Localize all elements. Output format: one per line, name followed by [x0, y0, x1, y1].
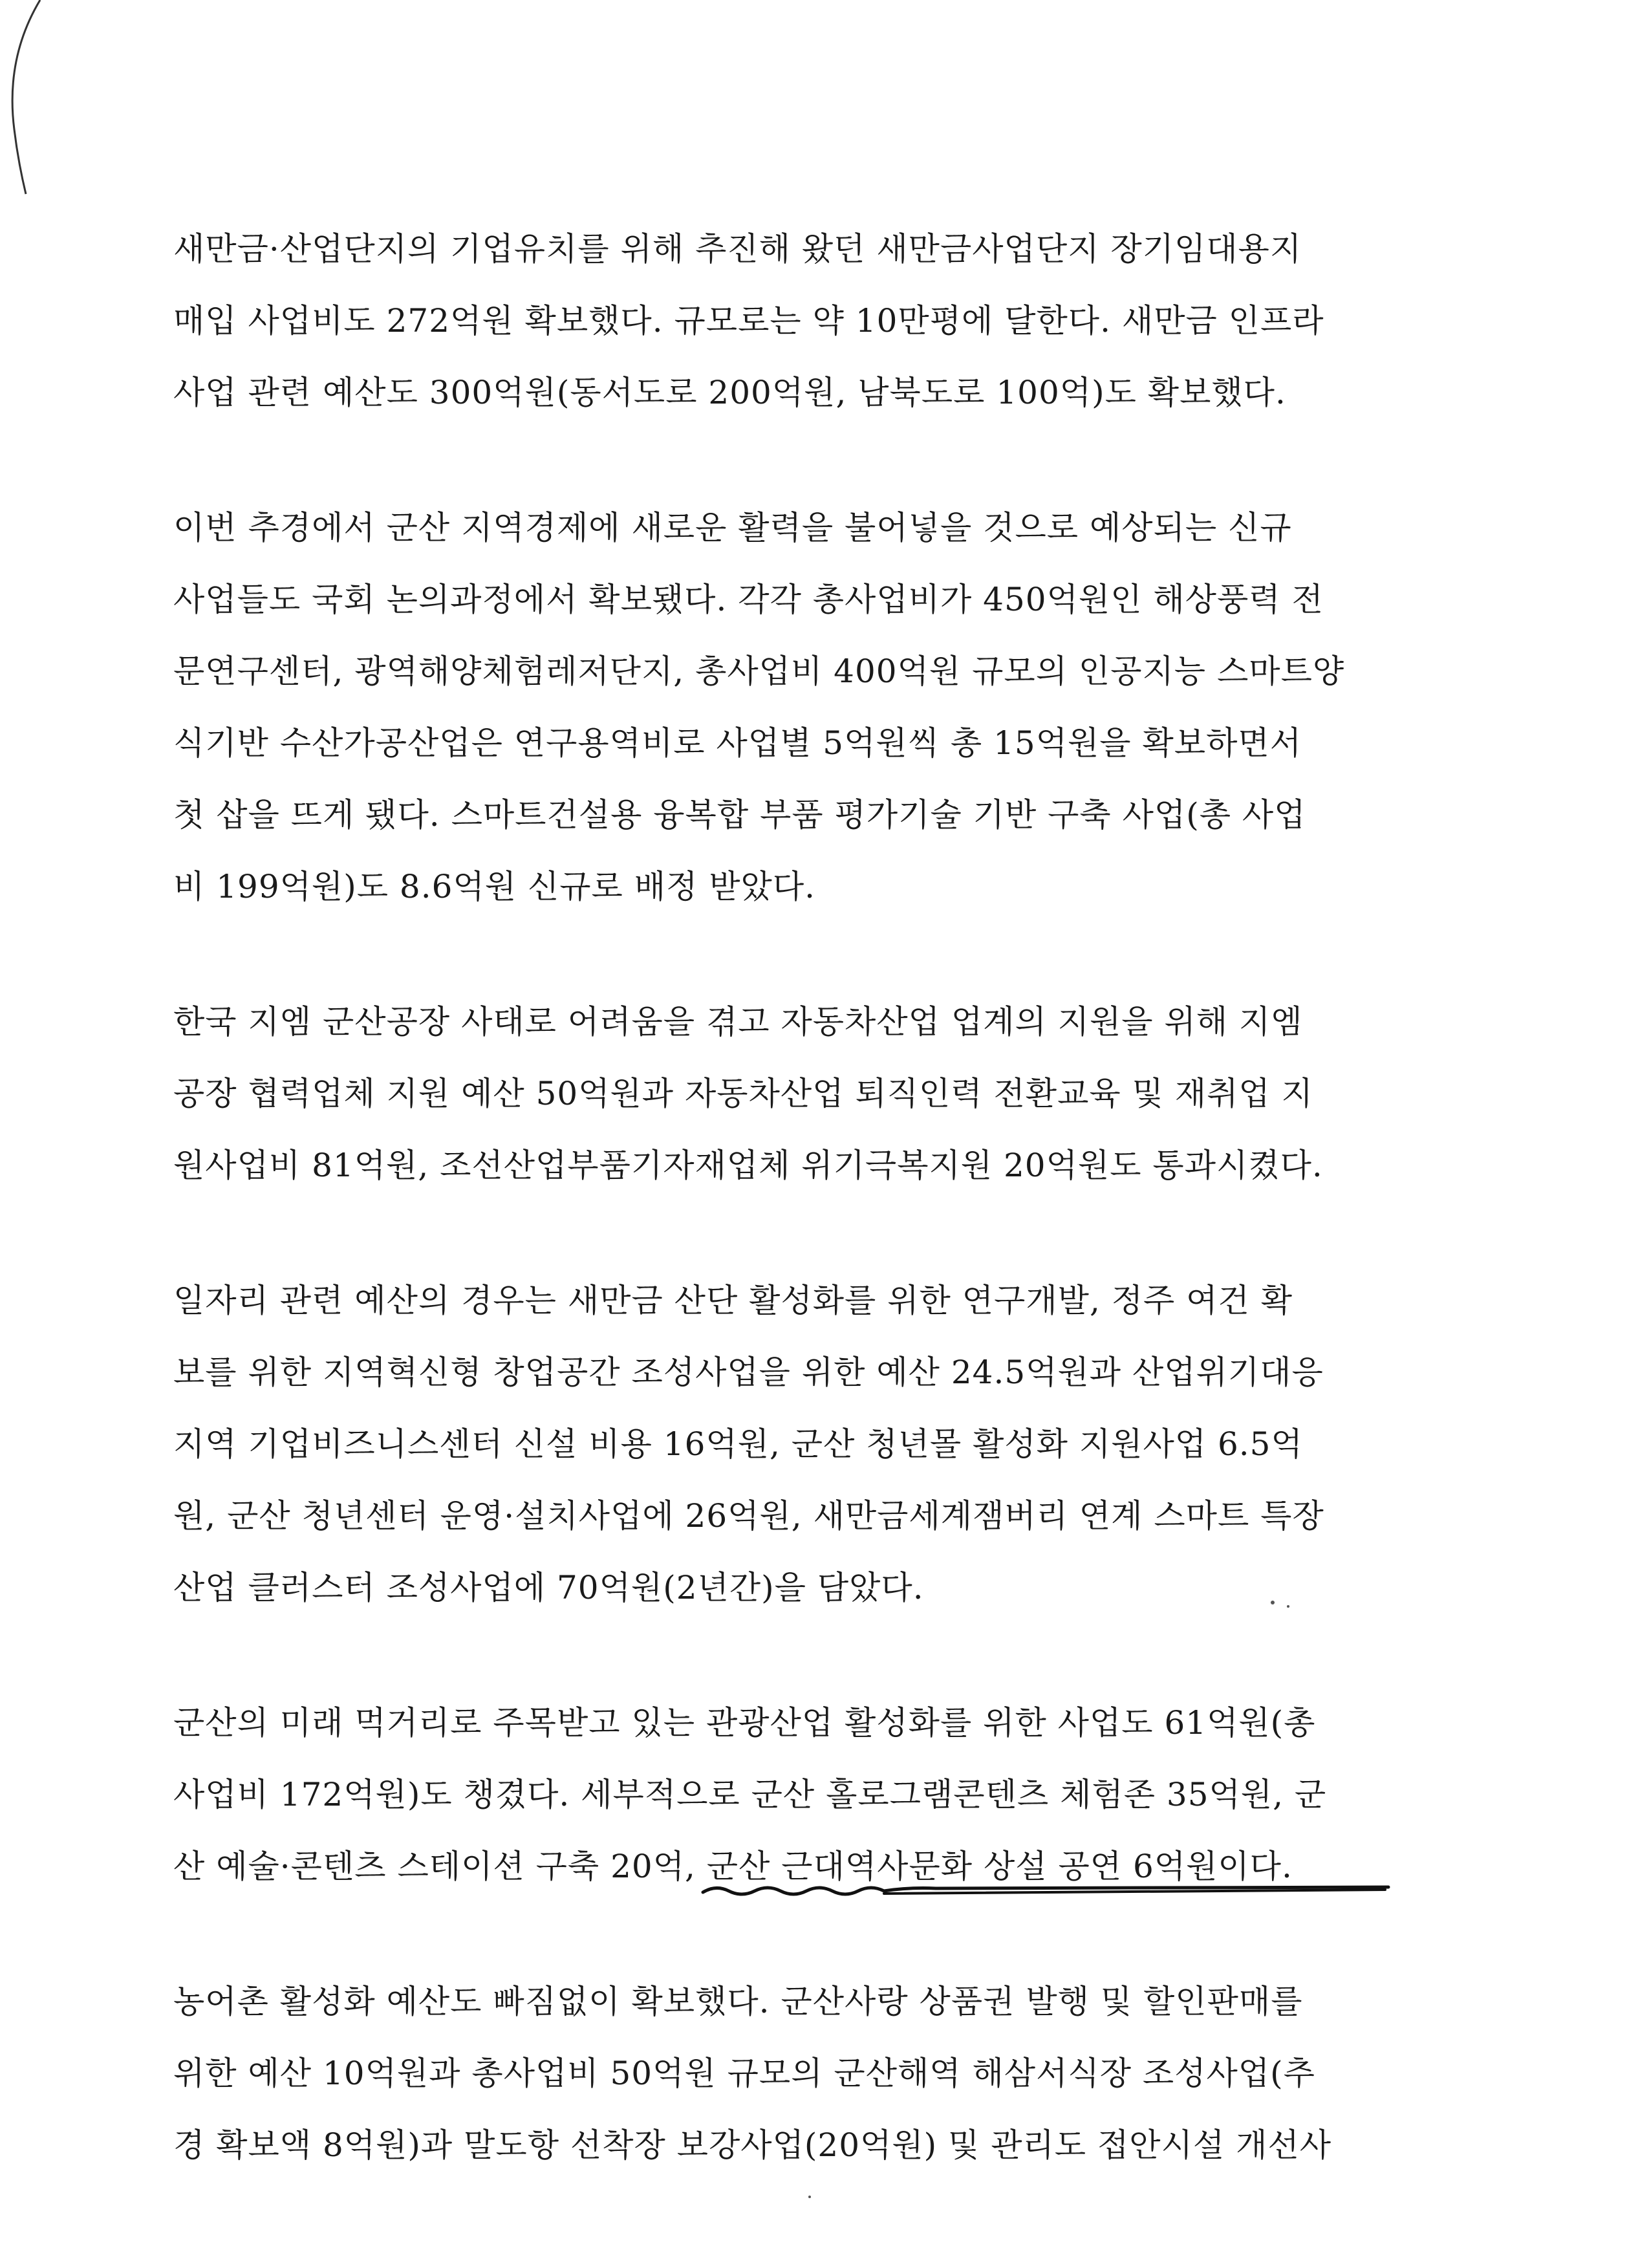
paragraph-new-projects — [173, 492, 1486, 923]
text-line: 사업들도 국회 논의과정에서 확보됐다. 각각 총사업비가 450억원인 해상풍력 전 — [173, 581, 1324, 618]
text-line: 농어촌 활성화 예산도 빠짐없이 확보했다. 군산사랑 상품권 발행 및 할인판매를 — [173, 1983, 1303, 2020]
highlighted-text: 군산 근대역사문화 상설 공연 6억원이다. — [706, 1848, 1293, 1885]
scan-speck — [1271, 1601, 1275, 1604]
text-segment: 산 예술·콘텐츠 스테이션 구축 20억, — [173, 1848, 707, 1885]
text-line: 경 확보액 8억원)과 말도항 선착장 보강사업(20억원) 및 관리도 접안시설 개선사 — [173, 2126, 1331, 2164]
text-line: 식기반 수산가공산업은 연구용역비로 사업별 5억원씩 총 15억원을 확보하면서 — [173, 724, 1302, 762]
text-line: 원, 군산 청년센터 운영·설치사업에 26억원, 새만금세계잼버리 연계 스마트 특장 — [173, 1497, 1324, 1535]
text-line: 일자리 관련 예산의 경우는 새만금 산단 활성화를 위한 연구개발, 정주 여건 확 — [173, 1282, 1293, 1319]
text-line: 사업비 172억원)도 챙겼다. 세부적으로 군산 홀로그램콘텐츠 체험존 35억원, 군 — [173, 1776, 1327, 1813]
text-line: 한국 지엠 군산공장 사태로 어려움을 겪고 자동차산업 업계의 지원을 위해 지엠 — [173, 1003, 1303, 1041]
underlined-phrase — [707, 1831, 1293, 1903]
paragraph-jobs — [173, 1265, 1486, 1624]
text-line: 비 199억원)도 8.6억원 신규로 배정 받았다. — [173, 868, 816, 905]
text-line: 새만금·산업단지의 기업유치를 위해 추진해 왔던 새만금사업단지 장기임대용지 — [173, 230, 1302, 268]
text-line: 이번 추경에서 군산 지역경제에 새로운 활력을 불어넣을 것으로 예상되는 신규 — [173, 509, 1292, 546]
text-line: 문연구센터, 광역해양체험레저단지, 총사업비 400억원 규모의 인공지능 스마트양 — [173, 653, 1345, 690]
text-line: 군산의 미래 먹거리로 주목받고 있는 관광산업 활성화를 위한 사업도 61억원(총 — [173, 1704, 1316, 1742]
text-line: 위한 예산 10억원과 총사업비 50억원 규모의 군산해역 해삼서식장 조성사업(추 — [173, 2055, 1315, 2092]
paragraph-rural — [173, 1966, 1486, 2181]
scan-edge-mark — [0, 0, 78, 207]
scan-speck — [808, 2196, 811, 2198]
paragraph-saemangeum — [173, 213, 1486, 429]
text-line: 사업 관련 예산도 300억원(동서도로 200억원, 남북도로 100억)도 확보했다. — [173, 374, 1286, 411]
handwritten-wavy-underline — [703, 1881, 1388, 1900]
text-line: 매입 사업비도 272억원 확보했다. 규모로는 약 10만평에 달한다. 새만금 인프라 — [173, 302, 1324, 340]
text-line: 산업 클러스터 조성사업에 70억원(2년간)을 담았다. — [173, 1569, 924, 1606]
document-body — [173, 213, 1486, 2245]
paragraph-gm-plant — [173, 986, 1486, 1202]
text-line: 원사업비 81억원, 조선산업부품기자재업체 위기극복지원 20억원도 통과시켰다. — [173, 1147, 1323, 1184]
text-line: 지역 기업비즈니스센터 신설 비용 16억원, 군산 청년몰 활성화 지원사업 6.5억 — [173, 1425, 1303, 1463]
text-line: 첫 삽을 뜨게 됐다. 스마트건설용 융복합 부품 평가기술 기반 구축 사업(총 사업 — [173, 796, 1306, 834]
text-line: 보를 위한 지역혁신형 창업공간 조성사업을 위한 예산 24.5억원과 산업위기대응 — [173, 1354, 1324, 1391]
text-line-with-highlight — [173, 1831, 1486, 1903]
scan-speck — [1287, 1605, 1289, 1608]
paragraph-tourism — [173, 1687, 1486, 1903]
text-line: 공장 협력업체 지원 예산 50억원과 자동차산업 퇴직인력 전환교육 및 재취업 지 — [173, 1075, 1313, 1112]
